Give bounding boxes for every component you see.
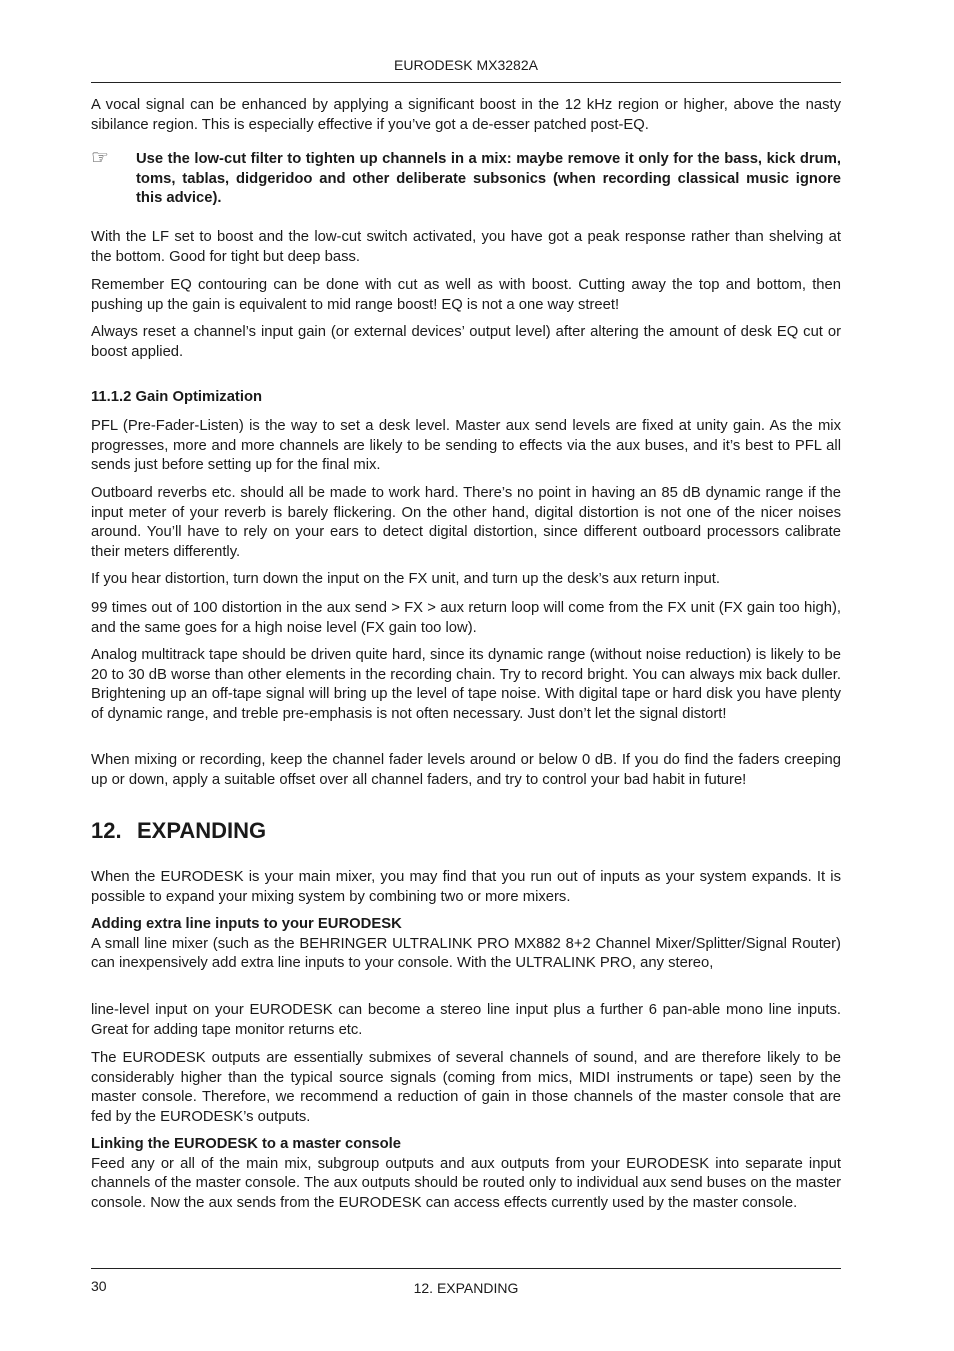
gain-paragraph-6: When mixing or recording, keep the channel fader levels around or below 0 dB. If you do find the faders creeping up or down, apply a suitable offset over all channel faders, and try to control your bad habit in future!: [91, 752, 841, 788]
subsection-text-part2: line-level input on your EURODESK can become a stereo line input plus a further 6 pan-able mono line inputs. Great for adding tape monitor returns etc.: [91, 1002, 841, 1038]
section-title: Gain Optimization: [135, 389, 263, 405]
section-heading-gain-optimization: [91, 389, 262, 405]
running-header: EURODESK MX3282A: [394, 57, 538, 73]
subsection-text: Feed any or all of the main mix, subgroup outputs and aux outputs from your EURODESK into separate input channels of the master console. The aux outputs should be routed only to individual aux send buses on the master console. Now the aux sends from the EURODESK can access effects currently used by the master console.: [91, 1155, 841, 1211]
intro-text: A vocal signal can be enhanced by applying a significant boost in the 12 kHz region or higher, above the nasty sibilance region. This is especially effective if you’ve got a de-esser patched post-EQ.: [91, 97, 841, 133]
eurodesk-outputs-paragraph: The EURODESK outputs are essentially submixes of several channels of sound, and are therefore likely to be considerably higher than the typical source signals (coming from mics, MIDI instruments or tape) seen by the master console. Therefore, we recommend a reduction of gain in those channels of the master console that are fed by the EURODESK’s outputs.: [91, 1050, 841, 1125]
pointing-hand-icon: ☞: [91, 147, 109, 169]
tip-text: Use the low-cut filter to tighten up channels in a mix: maybe remove it only for the bass, kick drum, toms, tablas, didgeridoo and other deliberate subsonics (when recording classical music ignore this advice).: [136, 151, 841, 206]
footer-rule: [91, 1268, 841, 1269]
gain-paragraph-1: PFL (Pre-Fader-Listen) is the way to set a desk level. Master aux send levels are fixed at unity gain. As the mix progresses, more and more channels are likely to be sending to effects via the aux buses, and it’s best to PFL all sends just before setting up for the final mix.: [91, 418, 841, 473]
subsection-extra-line-inputs: [91, 915, 841, 974]
intro-paragraph: [91, 96, 841, 135]
subsection-linking-master: [91, 1135, 841, 1213]
gain-paragraph-5: Analog multitrack tape should be driven quite hard, since its dynamic range (without noise reduction) is likely to be 20 to 30 dB worse than other elements in the recording chain. Try to record bright. You can always mix back duller. Brightening up an off-tape signal will bring up the level of tape noise. With digital tape or hard disk you have plenty of dynamic range, and treble pre-emphasis is not often necessary. Just don’t let the signal distort!: [91, 647, 841, 722]
section-number: 11.1.2: [91, 389, 132, 405]
chapter-heading: [91, 818, 266, 844]
chapter-title: EXPANDING: [137, 818, 267, 843]
gain-paragraph-3: If you hear distortion, turn down the input on the FX unit, and turn up the desk’s aux return input.: [91, 571, 720, 587]
gain-paragraph-2: Outboard reverbs etc. should all be made to work hard. There’s no point in having an 85 dB dynamic range if the input meter of your reverb is barely flickering. On the other hand, digital distortion is not one of the nicer noises around. You’ll have to rely on your ears to detect digital distortion, since different outboard processors calibrate their meters differently.: [91, 485, 841, 560]
eq-paragraph-1: With the LF set to boost and the low-cut switch activated, you have got a peak response rather than shelving at the bottom. Good for tight but deep bass.: [91, 229, 841, 265]
gain-paragraph-4: 99 times out of 100 distortion in the aux send > FX > aux return loop will come from the FX unit (FX gain too high), and the same goes for a high noise level (FX gain too low).: [91, 600, 841, 636]
subsection-title: Linking the EURODESK to a master console: [91, 1136, 401, 1152]
footer-section-title: 12. EXPANDING: [413, 1280, 519, 1296]
page-number: 30: [91, 1278, 107, 1294]
subsection-text-part1: A small line mixer (such as the BEHRINGER ULTRALINK PRO MX882 8+2 Channel Mixer/Splitter/Signal Router) can inexpensively add extra line inputs to your console. With the ULTRALINK PRO, any stereo,: [91, 935, 841, 971]
chapter-intro: When the EURODESK is your main mixer, you may find that you run out of inputs as your system expands. It is possible to expand your mixing system by combining two or more mixers.: [91, 869, 841, 905]
chapter-number: 12.: [91, 818, 122, 843]
header-rule: [91, 82, 841, 83]
subsection-title: Adding extra line inputs to your EURODESK: [91, 916, 402, 932]
subsection-extra-line-inputs-cont: [91, 1001, 841, 1040]
eq-paragraph-3: Always reset a channel’s input gain (or external devices’ output level) after altering the amount of desk EQ cut or boost applied.: [91, 324, 841, 360]
eq-paragraph-2: Remember EQ contouring can be done with cut as well as with boost. Cutting away the top and bottom, then pushing up the gain is equivalent to mid range boost! EQ is not a one way street!: [91, 277, 841, 313]
